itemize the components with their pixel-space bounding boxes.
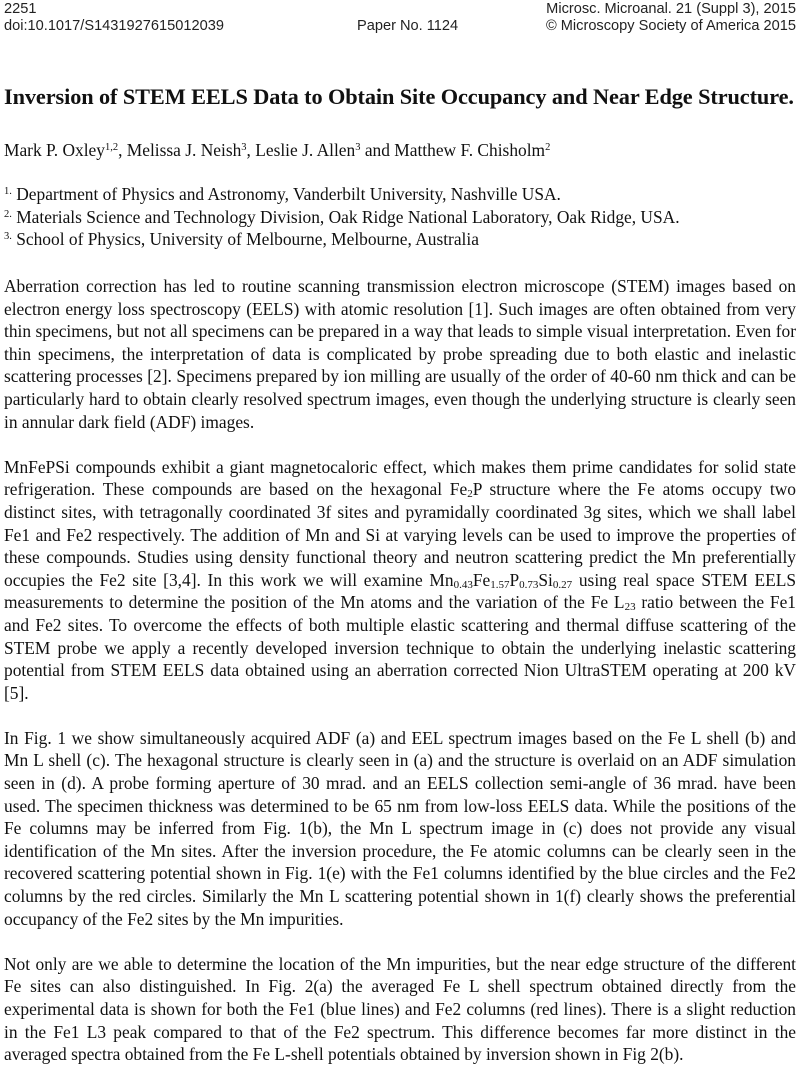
author-separator: , <box>246 140 256 160</box>
affiliation-number: 1. <box>4 186 12 197</box>
body-paragraph <box>4 456 796 705</box>
copyright: © Microscopy Society of America 2015 <box>545 18 796 34</box>
affiliation-text: Materials Science and Technology Division, Oak Ridge National Laboratory, Oak Ridge, USA. <box>11 206 680 227</box>
body-paragraph <box>4 953 796 1066</box>
text-run: Fe <box>472 569 491 590</box>
author-affiliation-mark: 3 <box>241 142 247 153</box>
affiliation-text: School of Physics, University of Melbourne, Melbourne, Australia <box>11 229 479 249</box>
body-paragraph <box>4 727 796 930</box>
affiliation-number: 2. <box>4 208 12 220</box>
text-run: In Fig. 1 we show simultaneously acquired ADF (a) and EEL spectrum images based on the Fe L shell (b) and Mn L shell (c). The hexagonal structure is clearly seen in (a) and the structure is overlaid on an ADF simulation seen in (d). A probe forming aperture of 30 mrad. and an EELS collection semi-angle of 36 mrad. have been used. The specimen thickness was determined to be 65 nm from low-loss EELS data. While the positions of the Fe columns may be inferred from Fig. 1(b), the Mn L spectrum image in (c) does not provide any visual identification of the Mn sites. After the inversion procedure, the Fe atomic columns can be clearly seen in the recovered scattering potential shown in Fig. 1(e) with the Fe1 columns identified by the blue circles and the Fe2 columns by the red circles. Similarly the Mn L scattering potential shown in 1(f) clearly shows the preferential occupancy of the Fe2 sites by the Mn impurities. <box>4 727 796 929</box>
paper-body <box>4 275 796 1088</box>
subscript: 0.73 <box>519 578 539 591</box>
affiliation-number: 3. <box>4 231 12 242</box>
author-name: Leslie J. Allen <box>255 140 356 160</box>
body-paragraph <box>4 275 796 433</box>
affiliation <box>4 206 680 229</box>
page-number: 2251 <box>4 1 37 17</box>
author-list <box>4 140 550 161</box>
text-run: Not only are we able to determine the location of the Mn impurities, but the near edge structure of the different Fe sites can also distinguished. In Fig. 2(a) the averaged Fe L shell spectrum obtained directly from the experimental data is shown for both the Fe1 (blue lines) and Fe2 columns (red lines). There is a slight reduction in the Fe1 L3 peak compared to that of the Fe2 spectrum. This difference becomes far more distinct in the averaged spectra obtained from the Fe L-shell potentials obtained by inversion shown in Fig 2(b). <box>4 953 796 1065</box>
author-affiliation-mark: 3 <box>355 142 361 153</box>
affiliation-text: Department of Physics and Astronomy, Vanderbilt University, Nashville USA. <box>11 184 561 204</box>
journal-citation: Microsc. Microanal. 21 (Suppl 3), 2015 <box>546 1 796 17</box>
text-run: P <box>509 569 520 590</box>
paper-number: Paper No. 1124 <box>357 18 459 34</box>
affiliation <box>4 228 680 251</box>
text-run: Aberration correction has led to routine scanning transmission electron microscope (STEM) images based on electron energy loss spectroscopy (EELS) with atomic resolution [1]. Such images are often obtained from very thin specimens, but not all specimens can be prepared in a way that leads to simple visual interpretation. Even for thin specimens, the interpretation of data is complicated by probe spreading due to both elastic and inelastic scattering processes [2]. Specimens prepared by ion milling are usually of the order of 40-60 nm thick and can be particularly hard to obtain clearly resolved spectrum images, even though the underlying structure is clearly seen in annular dark field (ADF) images. <box>4 276 796 432</box>
text-run: Si <box>538 569 553 590</box>
text-run: MnFePSi compounds exhibit a giant magnetocaloric effect, which makes them prime candidates for solid state refrigeration. These compounds are based on the hexagonal Fe <box>4 456 796 500</box>
affiliation <box>4 183 680 206</box>
subscript: 0.27 <box>552 578 573 591</box>
subscript: 2 <box>467 488 473 501</box>
author-name: Mark P. Oxley <box>4 140 105 160</box>
subscript: 1.57 <box>490 578 510 591</box>
affiliation-list <box>4 183 680 251</box>
subscript: 23 <box>624 601 636 614</box>
author-affiliation-mark: 1,2 <box>104 142 119 153</box>
author-separator: and <box>360 140 395 160</box>
paper-title: Inversion of STEM EELS Data to Obtain Site Occupancy and Near Edge Structure. <box>4 84 794 109</box>
author-affiliation-mark: 2 <box>545 142 551 153</box>
doi: doi:10.1017/S1431927615012039 <box>4 18 224 34</box>
text-run: P structure where the Fe atoms occupy two distinct sites, with tetragonally coordinated 3f sites and pyramidally coordinated 3g sites, which we shall label Fe1 and Fe2 respectively. The addition of Mn and Si at varying levels can be used to improve the properties of these compounds. Studies using density functional theory and neutron scattering predict the Mn preferentially occupies the Fe2 site [3,4]. In this work we will examine Mn <box>4 479 796 590</box>
author-name: Matthew F. Chisholm <box>394 140 546 160</box>
author-name: Melissa J. Neish <box>126 140 242 160</box>
text-run: ratio between the Fe1 and Fe2 sites. To overcome the effects of both multiple elastic scattering and thermal diffuse scattering of the STEM probe we apply a recently developed inversion technique to obtain the underlying inelastic scattering potential from STEM EELS data obtained using an aberration corrected Nion UltraSTEM operating at 200 kV [5]. <box>4 592 797 703</box>
author-separator: , <box>118 140 127 160</box>
text-run: using real space STEM EELS measurements to determine the position of the Mn atoms and the variation of the Fe L <box>4 569 796 613</box>
subscript: 0.43 <box>453 578 473 591</box>
